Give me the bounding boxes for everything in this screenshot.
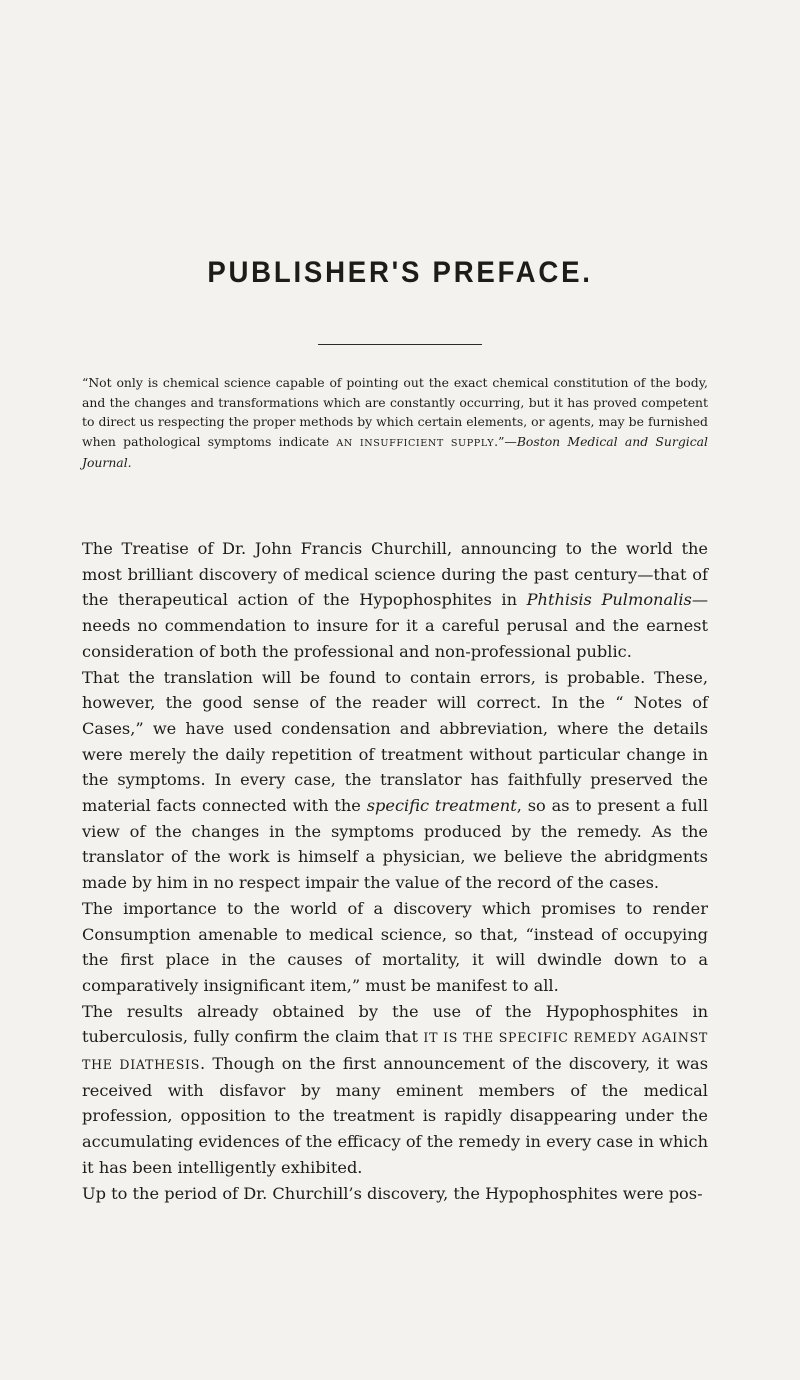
paragraph-1-emphasis: Phthisis Pulmonalis: [526, 590, 692, 610]
paragraph-5: Up to the period of Dr. Churchill’s discovery, the Hypophosphites were pos-: [82, 1183, 703, 1203]
paragraph-4-smallcaps: IT IS THE SPECIFIC REMEDY AGAINST THE DIATHESIS: [82, 1030, 709, 1073]
page-title: PUBLISHER'S PREFACE.: [207, 256, 593, 289]
epigraph-text: “Not only is chemical science capable of pointing out the exact chemical constitution of the body, and the changes and transformations which are constantly occurring, but it has proved competent to direct us respecting the proper methods by which certain elements, or agents, may be furnished when pathological symptoms indicate: [82, 375, 708, 449]
epigraph-punct: .”—: [494, 433, 517, 449]
paragraph-2-text-a: That the translation will be found to contain errors, is probable. These, however, the good sense of the reader will correct. In the “ Notes of Cases,” we have used condensation and abbreviation, where the details were merely the daily repetition of treatment without particular change in the symptoms. In every case, the translator has faithfully preserved the material facts connected with the: [82, 667, 708, 816]
paragraph-2-text-b: , so as to present a full view of the changes in the symptoms produced by the remedy. As the translator of the work is himself a physician, we believe the abridgments made by him in no respect impair the value of the record of the cases.: [82, 796, 709, 893]
epigraph-source: Boston Medical and Surgical Journal.: [82, 433, 709, 471]
preface-body: [82, 536, 708, 1206]
paragraph-4: [82, 999, 708, 1181]
paragraph-1-text-a: The Treatise of Dr. John Francis Churchill, announcing to the world the most brilliant discovery of medical science during the past century—that of the therapeutical action of the Hypophosphites in: [82, 539, 708, 610]
paragraph-2-emphasis: specific treatment: [366, 796, 517, 816]
epigraph-smallcaps: AN INSUFFICIENT SUPPLY: [336, 437, 495, 449]
paragraph-1: [82, 536, 708, 665]
epigraph-quote: [82, 373, 708, 473]
paragraph-4-text-b: . Though on the first announcement of the discovery, it was received with disfavor by many eminent members of the medical profession, opposition to the treatment is rapidly disappearing under the accumulating evidences of the efficacy of the remedy in every case in which it has been intelligently exhibited.: [82, 1054, 709, 1177]
paragraph-2: [82, 665, 708, 896]
title-divider: [318, 344, 482, 345]
paragraph-3: The importance to the world of a discovery which promises to render Consumption amenable to medical science, so that, “instead of occupying the first place in the causes of mortality, it will dwindle down to a comparatively insignificant item,” must be manifest to all.: [82, 898, 708, 995]
paragraph-4-text-a: The results already obtained by the use of the Hypophosphites in tuberculosis, fully confirm the claim that: [82, 1001, 708, 1047]
paragraph-1-text-b: —needs no commendation to insure for it a careful perusal and the earnest consideration of both the professional and non-professional public.: [82, 590, 708, 661]
